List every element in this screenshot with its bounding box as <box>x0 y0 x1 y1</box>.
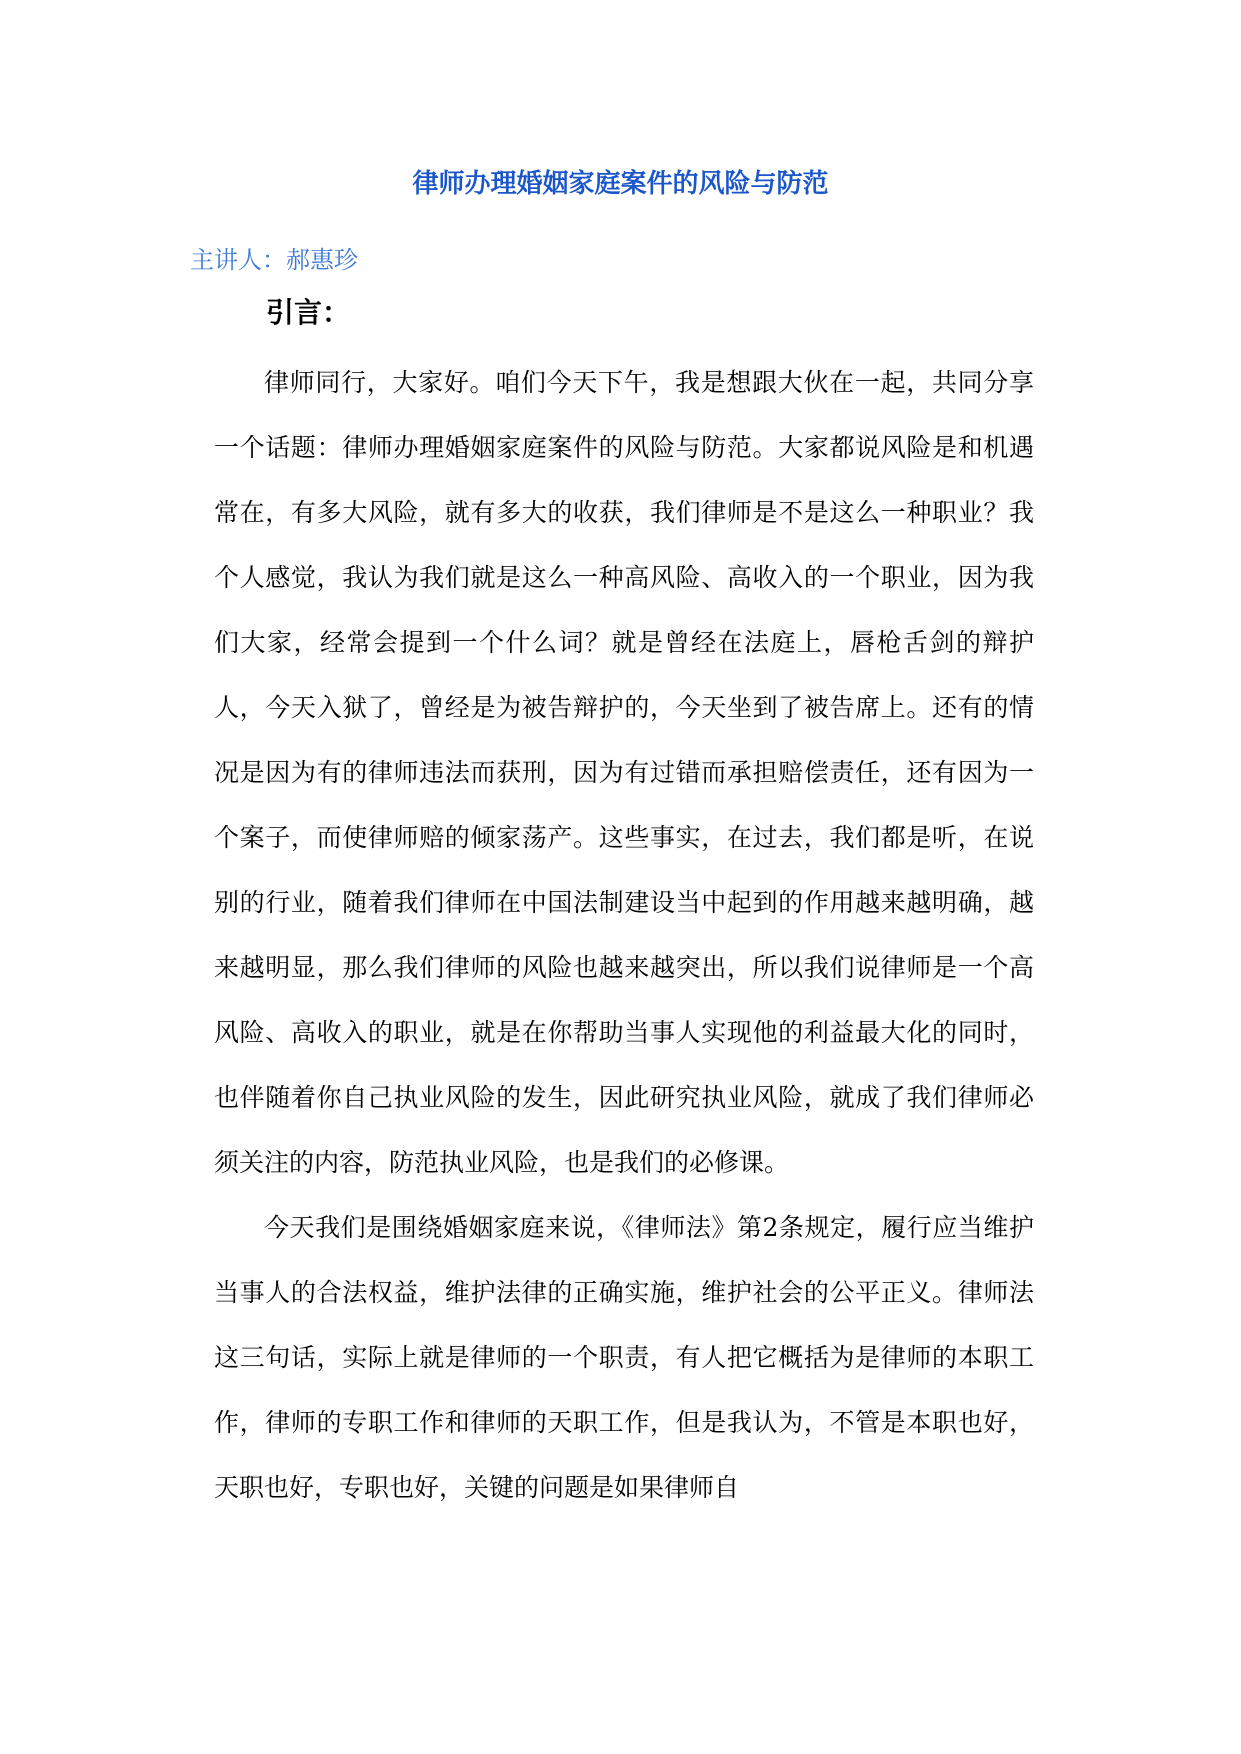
document-title: 律师办理婚姻家庭案件的风险与防范 <box>412 169 829 199</box>
speaker-line: 主讲人：郝惠珍 <box>190 246 358 274</box>
paragraph-1: 律师同行，大家好。咱们今天下午，我是想跟大伙在一起，共同分享一个话题：律师办理婚姻家庭案件的风险与防范。大家都说风险是和机遇常在，有多大风险，就有多大的收获，我们律师是不是这么一种职业？我个人感觉，我认为我们就是这么一种高风险、高收入的一个职业，因为我们大家，经常会提到一个什么词？就是曾经在法庭上，唇枪舌剑的辩护人，今天入狱了，曾经是为被告辩护的，今天坐到了被告席上。还有的情况是因为有的律师违法而获刑，因为有过错而承担赔偿责任，还有因为一个案子，而使律师赔的倾家荡产。这些事实，在过去，我们都是听，在说别的行业，随着我们律师在中国法制建设当中起到的作用越来越明确，越来越明显，那么我们律师的风险也越来越突出，所以我们说律师是一个高风险、高收入的职业，就是在你帮助当事人实现他的利益最大化的同时，也伴随着你自己执业风险的发生，因此研究执业风险，就成了我们律师必须关注的内容，防范执业风险，也是我们的必修课。 <box>214 368 1034 1177</box>
intro-heading: 引言： <box>266 296 351 329</box>
document-body <box>214 350 1034 1520</box>
paragraph-2: 今天我们是围绕婚姻家庭来说，《律师法》第2条规定，履行应当维护当事人的合法权益，维护法律的正确实施，维护社会的公平正义。律师法这三句话，实际上就是律师的一个职责，有人把它概括为是律师的本职工作，律师的专职工作和律师的天职工作，但是我认为，不管是本职也好，天职也好，专职也好，关键的问题是如果律师自 <box>214 1213 1034 1502</box>
